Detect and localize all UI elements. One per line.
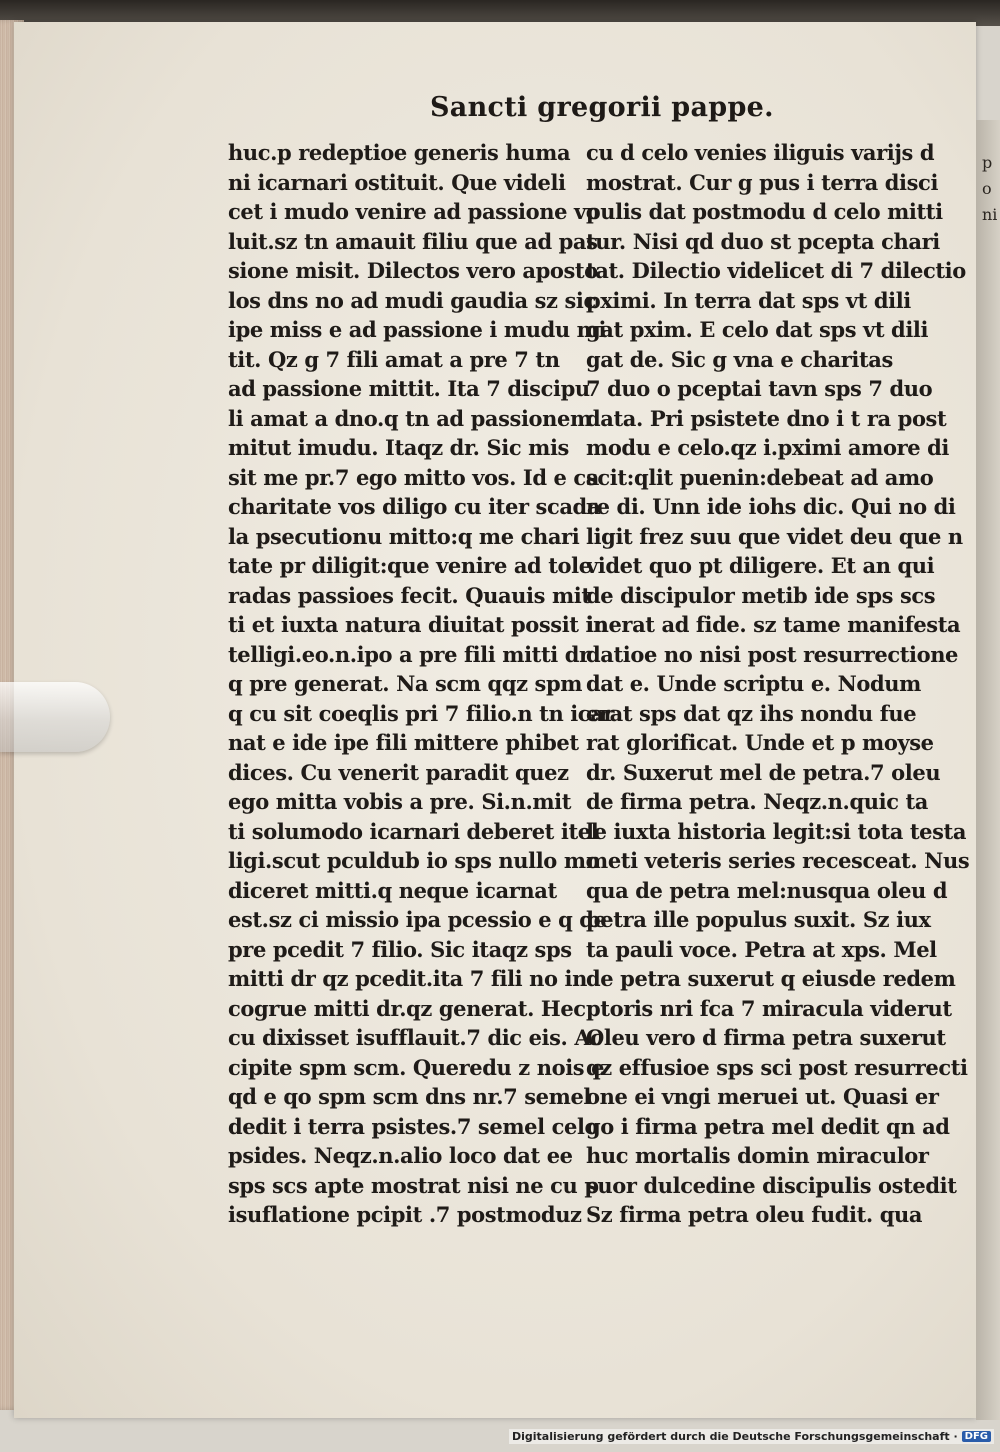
text-line: luit.sz tn amauit filiu que ad pas xyxy=(228,228,598,254)
text-line: ta pauli voce. Petra at xps. Mel xyxy=(586,936,937,962)
text-line: telligi.eo.n.ipo a pre fili mitti dr xyxy=(228,641,590,667)
text-line: go i firma petra mel dedit qn ad xyxy=(586,1113,950,1139)
text-line: diceret mitti.q neque icarnat xyxy=(228,877,557,903)
left-text-column xyxy=(228,138,615,1230)
text-line: pre pcedit 7 filio. Sic itaqz sps xyxy=(228,936,572,962)
text-line: sps scs apte mostrat nisi ne cu p xyxy=(228,1172,599,1198)
text-line: erat sps dat qz ihs nondu fue xyxy=(586,700,917,726)
text-line: de discipulor metib ide sps scs xyxy=(586,582,936,608)
text-line: nat e ide ipe fili mittere phibet xyxy=(228,730,579,755)
text-line: le iuxta historia legit:si tota testa xyxy=(586,818,967,844)
digitization-footer xyxy=(509,1429,994,1444)
dfg-logo-icon: DFG xyxy=(962,1431,991,1442)
text-line: qua de petra mel:nusqua oleu d xyxy=(586,877,948,903)
facing-page-fragment: poni xyxy=(982,153,998,224)
text-line: modu e celo.qz i.pximi amore di xyxy=(586,435,949,460)
text-line: cogrue mitti dr.qz generat. Hec xyxy=(228,995,586,1021)
text-line: dices. Cu venerit paradit quez xyxy=(228,759,569,785)
text-line: la psecutionu mitto:q me chari xyxy=(228,523,580,549)
text-line: mostrat. Cur g pus i terra disci xyxy=(586,169,939,195)
text-line: pximi. In terra dat sps vt dili xyxy=(586,287,911,313)
text-line: de petra suxerut q eiusde redem xyxy=(586,966,956,991)
text-line: Sz firma petra oleu fudit. qua xyxy=(586,1202,923,1227)
text-line: ad passione mittit. Ita 7 discipu xyxy=(228,376,590,401)
footer-credit: Digitalisierung gefördert durch die Deutsche Forschungsgemeinschaft · xyxy=(511,1430,958,1443)
text-line: pulis dat postmodu d celo mitti xyxy=(586,199,943,224)
text-line: suor dulcedine discipulis ostedit xyxy=(586,1172,957,1198)
text-line: gat de. Sic g vna e charitas xyxy=(586,346,893,372)
text-line: ligi.scut pculdub io sps nullo mo xyxy=(228,848,600,873)
text-line: cipite spm scm. Queredu z nois e xyxy=(228,1054,605,1080)
text-line: los dns no ad mudi gaudia sz sic xyxy=(228,287,596,313)
text-line: sione misit. Dilectos vero aposto xyxy=(228,258,598,283)
text-line: isuflatione pcipit .7 postmoduz xyxy=(228,1202,582,1227)
text-line: one ei vngi meruei ut. Quasi er xyxy=(586,1084,939,1109)
text-line: cu d celo venies iliguis varijs d xyxy=(586,140,935,165)
text-line: ego mitta vobis a pre. Si.n.mit xyxy=(228,789,572,814)
text-line: li amat a dno.q tn ad passionem xyxy=(228,405,592,431)
text-line: ni icarnari ostituit. Que videli xyxy=(228,169,566,195)
text-line: dedit i terra psistes.7 semel celo xyxy=(228,1113,599,1139)
text-line: de firma petra. Neqz.n.quic ta xyxy=(586,789,928,814)
text-line: charitate vos diligo cu iter scada xyxy=(228,494,601,519)
text-line: cet i mudo venire ad passione vo xyxy=(228,199,600,224)
text-line: inerat ad fide. sz tame manifesta xyxy=(586,612,961,637)
text-line: mitut imudu. Itaqz dr. Sic mis xyxy=(228,435,569,460)
text-line: qd e qo spm scm dns nr.7 semel xyxy=(228,1084,591,1109)
text-line: Oleu vero d firma petra suxerut xyxy=(586,1025,946,1050)
glass-page-weight xyxy=(0,682,110,752)
running-head: Sancti gregorii pappe. xyxy=(430,92,774,123)
text-line: tit. Qz g 7 fili amat a pre 7 tn xyxy=(228,346,560,372)
text-line: psides. Neqz.n.alio loco dat ee xyxy=(228,1143,573,1168)
text-line: re di. Unn ide iohs dic. Qui no di xyxy=(586,494,956,519)
text-line: mitti dr qz pcedit.ita 7 fili no in xyxy=(228,966,587,991)
text-line: rat glorificat. Unde et p moyse xyxy=(586,730,934,755)
text-line: gat pxim. E celo dat sps vt dili xyxy=(586,317,929,342)
text-line: huc.p redeptioe generis huma xyxy=(228,140,571,165)
text-line: scit:qlit puenin:debeat ad amo xyxy=(586,464,934,490)
text-line: dr. Suxerut mel de petra.7 oleu xyxy=(586,759,941,785)
text-line: ipe miss e ad passione i mudu mi xyxy=(228,317,607,342)
text-line: datioe no nisi post resurrectione xyxy=(586,641,959,667)
text-line: ti et iuxta natura diuitat possit in xyxy=(228,612,608,637)
facing-page-edge xyxy=(976,120,1000,1420)
text-line: petra ille populus suxit. Sz iux xyxy=(586,907,931,932)
text-line: est.sz ci missio ipa pcessio e q de xyxy=(228,907,607,932)
text-line: q cu sit coeqlis pri 7 filio.n tn icar xyxy=(228,700,615,726)
text-line: q pre generat. Na scm qqz spm xyxy=(228,671,583,696)
text-line: dat e. Unde scriptu e. Nodum xyxy=(586,671,921,696)
text-line: 7 duo o pceptai tavn sps 7 duo xyxy=(586,376,933,401)
text-line: tur. Nisi qd duo st pcepta chari xyxy=(586,228,940,254)
text-line: ptoris nri fca 7 miracula viderut xyxy=(586,995,952,1021)
text-line: radas passioes fecit. Quauis mit xyxy=(228,582,591,608)
text-line: cu dixisset isufflauit.7 dic eis. Ac xyxy=(228,1025,603,1050)
text-line: ligit frez suu que videt deu que n xyxy=(586,523,963,549)
text-line: tat. Dilectio videlicet di 7 dilectio xyxy=(586,258,966,283)
text-line: huc mortalis domin miraculor xyxy=(586,1143,929,1168)
text-line: qz effusioe sps sci post resurrecti xyxy=(586,1054,968,1080)
text-line: meti veteris series recesceat. Nus xyxy=(586,848,970,873)
text-line: tate pr diligit:que venire ad tole xyxy=(228,553,592,578)
text-line: data. Pri psistete dno i t ra post xyxy=(586,405,947,431)
text-line: videt quo pt diligere. Et an qui xyxy=(586,553,935,578)
text-line: sit me pr.7 ego mitto vos. Id e ca xyxy=(228,464,599,490)
text-line: ti solumodo icarnari deberet itel xyxy=(228,818,599,844)
right-text-column xyxy=(586,138,970,1230)
